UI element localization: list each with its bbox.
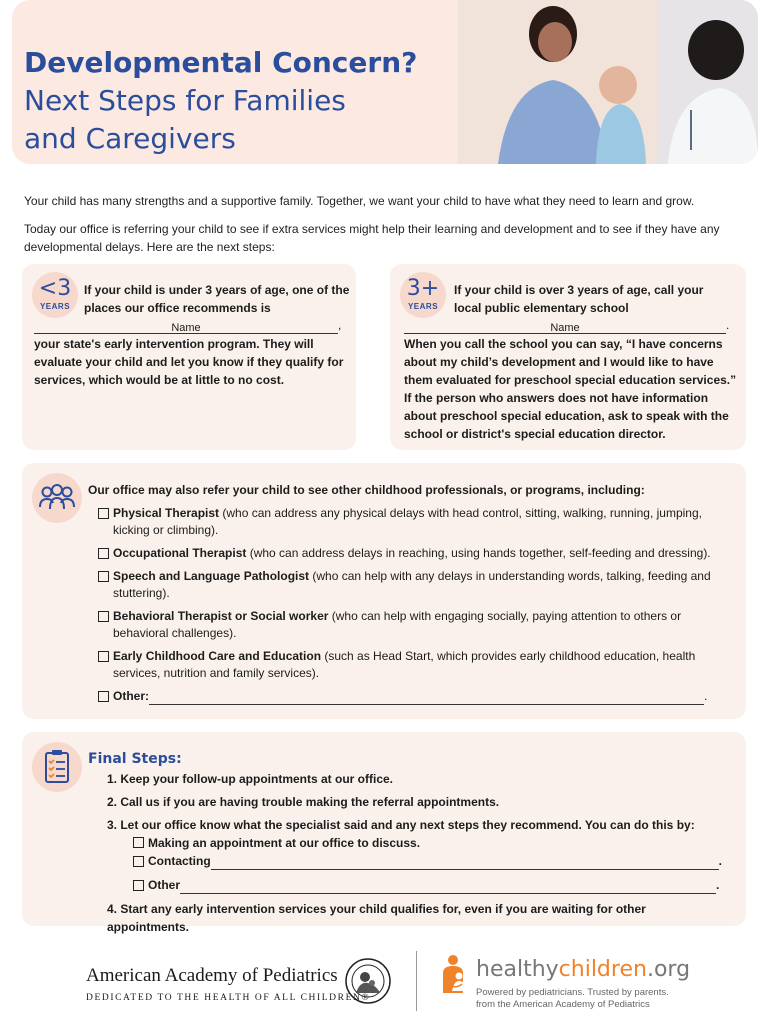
aap-name: American Academy of Pediatrics xyxy=(86,965,338,986)
header-banner xyxy=(12,0,758,164)
title-line-3: and Caregivers xyxy=(24,122,236,155)
over-3-period: . xyxy=(726,318,730,332)
checkbox[interactable] xyxy=(98,691,109,702)
referral-other-line[interactable] xyxy=(149,693,704,705)
final-step-3: 3. Let our office know what the specialist said and any next steps they recommend. You can do this by: xyxy=(107,818,695,832)
referral-item-other[interactable] xyxy=(98,688,723,705)
hc-tagline-1: Powered by pediatricians. Trusted by parents. xyxy=(476,987,669,998)
intro-paragraph-1: Your child has many strengths and a supportive family. Together, we want your child to have what they need to learn and grow. xyxy=(24,194,695,208)
referral-item-speech-pathologist[interactable] xyxy=(98,568,723,602)
final-sub-other-line[interactable] xyxy=(180,882,716,894)
over-3-line1-post: , call your xyxy=(647,283,704,297)
over-3-line1-pre: If your xyxy=(454,283,495,297)
hc-part3: .org xyxy=(646,957,691,982)
over-3-body: When you call the school you can say, “I have concerns about my child’s development and I would like to have them evaluated for preschool special education services.” If the person who answers does not have information about preschool special education, ask to speak with the school or district's special education director. xyxy=(404,337,737,441)
checkbox[interactable] xyxy=(98,508,109,519)
referral-label: Physical Therapist xyxy=(113,506,220,520)
referral-item-occupational-therapist[interactable] xyxy=(98,545,723,562)
final-step-1: 1. Keep your follow-up appointments at our office. xyxy=(107,772,394,786)
over-3-line2: local public elementary school xyxy=(454,301,629,315)
referrals-list xyxy=(98,505,723,711)
checkbox[interactable] xyxy=(133,837,144,848)
over-3-card xyxy=(390,264,746,450)
final-sub-other-period: . xyxy=(716,878,720,892)
aap-seal-icon xyxy=(344,957,392,1005)
under-3-body: your state's early intervention program. They will evaluate your child and let you know if they qualify for services, which would be at little to no cost. xyxy=(34,337,344,387)
final-sub-other-label: Other xyxy=(148,878,181,892)
under-3-name-label: Name xyxy=(171,322,201,334)
final-steps-list xyxy=(107,770,727,941)
final-sub-appointment[interactable] xyxy=(133,834,727,852)
over-3-intro xyxy=(454,281,740,317)
footer xyxy=(0,945,770,1024)
final-sub-other[interactable] xyxy=(133,876,727,894)
referral-other-label: Other: xyxy=(113,689,149,703)
referral-description: (such as Head Start, which provides early childhood education, health services, nutrition and family services). xyxy=(113,649,696,680)
checkbox[interactable] xyxy=(98,611,109,622)
final-step-4: 4. Start any early intervention services your child qualifies for, even if you are waiting for other appointments. xyxy=(107,902,646,934)
under-3-name-line[interactable] xyxy=(34,322,338,334)
aap-tagline: DEDICATED TO THE HEALTH OF ALL CHILDREN® xyxy=(86,993,371,1003)
final-step-2: 2. Call us if you are having trouble making the referral appointments. xyxy=(107,795,500,809)
over-3-years-icon xyxy=(400,272,446,318)
title-line-1: Developmental Concern? xyxy=(24,46,418,79)
referral-description: (who can help with any delays in understanding words, talking, feeding and stuttering). xyxy=(113,569,711,600)
page-title xyxy=(24,44,417,158)
referral-item-behavioral-therapist[interactable] xyxy=(98,608,723,642)
under-3-comma: , xyxy=(338,318,342,332)
checklist-icon xyxy=(32,742,82,792)
referral-label: Behavioral Therapist or Social worker xyxy=(113,609,329,623)
under-3-line1-post: , one of the xyxy=(285,283,350,297)
hc-part2: children xyxy=(558,957,647,982)
final-sub-appointment-label: Making an appointment at our office to discuss. xyxy=(148,836,421,850)
checkbox[interactable] xyxy=(98,571,109,582)
final-steps-icon-circle xyxy=(32,742,82,792)
under-3-card xyxy=(22,264,356,450)
under-3-intro xyxy=(84,281,352,317)
referral-item-physical-therapist[interactable] xyxy=(98,505,723,539)
referral-label: Occupational Therapist xyxy=(113,546,247,560)
hc-tagline-2: from the American Academy of Pediatrics xyxy=(476,999,650,1010)
referral-description: (who can address delays in reaching, using hands together, self-feeding and dressing). xyxy=(246,546,711,560)
family-doctor-photo-illustration xyxy=(458,0,758,164)
footer-divider xyxy=(416,951,417,1011)
under-3-icon-label: YEARS xyxy=(39,302,71,311)
under-3-years-icon xyxy=(32,272,78,318)
checkbox[interactable] xyxy=(98,548,109,559)
over-3-icon-label: YEARS xyxy=(407,302,439,311)
referrals-intro: Our office may also refer your child to see other childhood professionals, or programs, including: xyxy=(88,483,645,497)
checkbox[interactable] xyxy=(133,856,144,867)
final-steps-title: Final Steps: xyxy=(88,751,182,767)
final-sub-contacting[interactable] xyxy=(133,852,727,870)
referral-other-period: . xyxy=(704,689,708,703)
checkbox[interactable] xyxy=(98,651,109,662)
under-3-line1-pre: If your xyxy=(84,283,125,297)
group-people-icon xyxy=(32,473,82,523)
hc-part1: healthy xyxy=(476,957,559,982)
header-photo xyxy=(458,0,758,164)
referral-description: (who can help with engaging socially, paying attention to others or behavioral challenges). xyxy=(113,609,682,640)
under-3-line1-bold: child is under 3 years of age xyxy=(124,283,286,297)
under-3-line2: places our office recommends is xyxy=(84,301,271,315)
over-3-name-label: Name xyxy=(550,322,580,334)
referral-label: Speech and Language Pathologist xyxy=(113,569,310,583)
checkbox[interactable] xyxy=(133,880,144,891)
under-3-name-field[interactable] xyxy=(34,316,352,334)
over-3-icon-number: 3+ xyxy=(406,276,440,301)
referral-item-early-childhood[interactable] xyxy=(98,648,723,682)
intro-paragraph-2: Today our office is referring your child to see if extra services might help their learning and development and to see if they have any developmental delays. Here are the next steps: xyxy=(24,222,720,254)
healthychildren-wordmark xyxy=(476,957,690,982)
over-3-name-field[interactable] xyxy=(404,316,740,334)
referral-description: (who can address any physical delays with head control, sitting, walking, running, jumping, kicking or climbing). xyxy=(113,506,702,537)
under-3-icon-number: <3 xyxy=(38,276,72,301)
over-3-name-line[interactable] xyxy=(404,322,726,334)
referrals-icon-circle xyxy=(32,473,82,523)
final-sub-contacting-label: Contacting xyxy=(148,854,211,868)
over-3-line1-bold: child is over 3 years of age xyxy=(494,283,648,297)
final-sub-contacting-period: . xyxy=(718,854,723,868)
healthychildren-logo-icon xyxy=(440,953,472,995)
title-line-2: Next Steps for Families xyxy=(24,84,346,117)
referral-label: Early Childhood Care and Education xyxy=(113,649,322,663)
final-sub-contacting-line[interactable] xyxy=(211,858,719,870)
